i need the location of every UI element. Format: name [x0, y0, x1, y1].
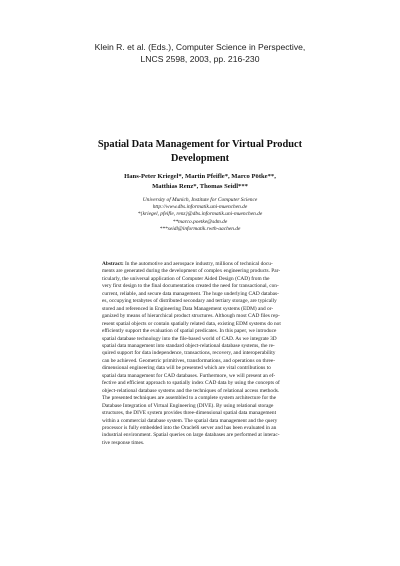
citation-header: [0, 41, 400, 65]
abstract-line: within a commercial database system. The spatial data management and the query: [102, 417, 278, 424]
abstract-line: industrial environment. Spatial queries on large databases are performed at interac-: [102, 432, 280, 439]
abstract-line: spatial database technology into the file-based world of CAD. As we integrate 3D: [102, 335, 277, 342]
abstract-line: spatial data management into standard object-relational database systems, the re-: [102, 342, 275, 349]
abstract-line: Abstract: In the automotive and aerospace industry, millions of technical docu-: [102, 261, 273, 267]
abstract-line: efficiently support the evaluation of spatial predicates. In this paper, we introduce: [102, 328, 277, 335]
author-list: [0, 172, 400, 192]
abstract-line: The presented techniques are assembled to a complete system architecture for the: [102, 395, 277, 402]
abstract-line: object-relational database systems and the techniques of relational access methods.: [102, 387, 280, 394]
affiliation-institute: University of Munich, Institute for Computer Science: [142, 197, 258, 203]
abstract-line: current, reliable, and secure data management. The huge underlying CAD databas-: [102, 290, 279, 297]
abstract-line: ments are generated during the development of complex engineering products. Par-: [102, 268, 281, 275]
abstract-label: Abstract:: [102, 261, 124, 267]
affiliation-email-2: **marco.poetke@sdm.de: [172, 218, 228, 225]
abstract-line: very first design to the final documentation created the need for transactional, con-: [102, 283, 279, 290]
abstract-line: processor is fully embedded into the Oracle8i server and has been evaluated in an: [102, 424, 277, 431]
authors-line-2: Matthias Renz*, Thomas Seidl***: [152, 183, 248, 190]
abstract-line: Database Integration of Virtual Engineering (DIVE). By using relational storage: [102, 402, 274, 409]
abstract-line: stored and referenced in Engineering Data Management systems (EDM) and or-: [102, 305, 274, 312]
citation-line-2: LNCS 2598, 2003, pp. 216-230: [140, 54, 260, 64]
authors-line-1: Hans-Peter Kriegel*, Martin Pfeifle*, Marco Pötke**,: [124, 173, 276, 180]
abstract-line: ganized by means of hierarchical product structures. Although most CAD files rep-: [102, 313, 280, 320]
abstract-line: tive response times.: [102, 439, 145, 446]
title-line-1: Spatial Data Management for Virtual Product: [97, 139, 303, 150]
abstract-line: es, occupying terabytes of distributed secondary and tertiary storage, are typically: [102, 298, 277, 305]
abstract-line: ticularly, the universal application of Computer Aided Design (CAD) from the: [102, 275, 270, 282]
abstract-block: [102, 261, 299, 447]
title-line-2: Development: [170, 153, 230, 164]
abstract-line: resent spatial objects or contain spatially related data, existing EDM systems do not: [102, 320, 281, 327]
citation-line-1: Klein R. et al. (Eds.), Computer Science in Perspective,: [94, 42, 306, 52]
abstract-line: dimensional engineering data will be presented which are vital contributions to: [102, 365, 271, 372]
affiliation-email-1: *{kriegel, pfeifle, renz}@dbs.informatik.uni-muenchen.de: [137, 211, 263, 218]
affiliation-url: http://www.dbs.informatik.uni-muenchen.de: [152, 204, 248, 211]
abstract-line: spatial data management for CAD databases. Furthermore, we will present an ef-: [102, 372, 276, 379]
affiliation-block: [0, 197, 400, 233]
abstract-line: structures, the DIVE system provides three-dimensional spatial data management: [102, 410, 277, 417]
abstract-line: can be achieved. Geometric primitives, transformations, and operations on three-: [102, 357, 276, 364]
abstract-line: fective and efficient approach to spatially index CAD data by using the concepts of: [102, 380, 280, 387]
abstract-line: quired support for data independence, transactions, recovery, and interoperability: [102, 350, 276, 357]
paper-title: [0, 138, 400, 166]
affiliation-email-3: ***seidl@informatik.rwth-aachen.de: [159, 225, 241, 232]
